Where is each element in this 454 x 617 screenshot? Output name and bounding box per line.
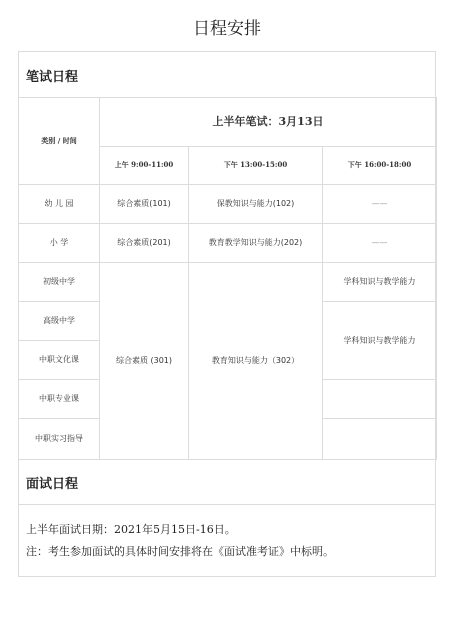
slot-afternoon1-header: 下午 13:00-15:00 <box>189 147 323 185</box>
cell-afternoon1: 保教知识与能力(102) <box>189 185 323 224</box>
cell-afternoon1: 教育教学知识与能力(202) <box>189 224 323 263</box>
cell-afternoon2-empty <box>323 380 437 419</box>
cell-morning: 综合素质(101) <box>100 185 189 224</box>
row-category: 中职实习指导 <box>19 419 100 460</box>
cell-afternoon2: 学科知识与教学能力 <box>323 302 437 380</box>
row-category: 高级中学 <box>19 302 100 341</box>
slot-afternoon2-header: 下午 16:00-18:00 <box>323 147 437 185</box>
interview-note: 注：考生参加面试的具体时间安排将在《面试准考证》中标明。 <box>26 545 334 558</box>
cell-afternoon2-empty <box>323 419 437 460</box>
cell-morning: 综合素质(201) <box>100 224 189 263</box>
divider <box>18 504 436 505</box>
merged-morning-cell: 综合素质 (301) <box>100 263 189 460</box>
row-category: 幼 儿 园 <box>19 185 100 224</box>
cell-afternoon2: —— <box>323 224 437 263</box>
interview-date: 上半年面试日期：2021年5月15日-16日。 <box>26 523 236 536</box>
written-exam-heading: 笔试日程 <box>26 70 79 85</box>
cell-afternoon2: —— <box>323 185 437 224</box>
row-category: 小 学 <box>19 224 100 263</box>
interview-heading: 面试日程 <box>26 477 79 492</box>
cell-afternoon2: 学科知识与教学能力 <box>323 263 437 302</box>
page-title: 日程安排 <box>193 19 261 39</box>
upper-half-title: 上半年笔试：3月13日 <box>100 98 437 147</box>
row-category: 中职文化课 <box>19 341 100 380</box>
row-category: 中职专业课 <box>19 380 100 419</box>
written-schedule-table <box>18 97 437 460</box>
corner-header: 类别 / 时间 <box>19 98 100 185</box>
merged-afternoon1-cell: 教育知识与能力（302） <box>189 263 323 460</box>
slot-morning-header: 上午 9:00-11:00 <box>100 147 189 185</box>
row-category: 初级中学 <box>19 263 100 302</box>
